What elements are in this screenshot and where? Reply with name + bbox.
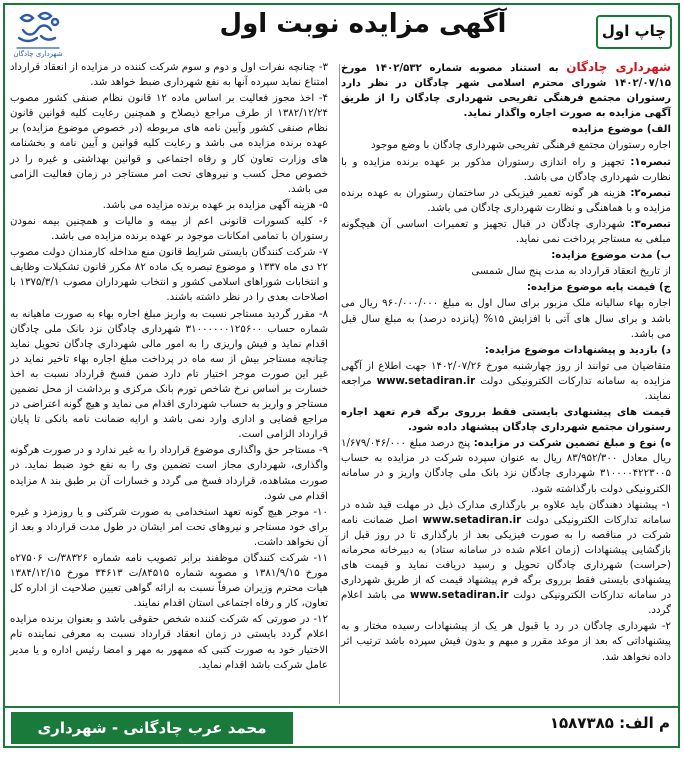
section-d-text: متقاضیان می توانند از روز چهارشنبه مورخ ۱۴۰۲/۰۷/۲۶ جهت اطلاع از آگهی مزایده به سامانه تدارکات الکترونیکی دولت www.setadiran.ir مراجعه نمایند. [341,360,671,402]
setadiran-link[interactable]: www.setadiran.ir [422,514,522,526]
section-d-title: د) بازدید و پیشنهادات موضوع مزایده: [484,344,671,356]
setadiran-link[interactable]: www.setadiran.ir [376,375,476,387]
clause-5: ۵- هزینه آگهی مزایده بر عهده برنده مزایده می باشد. [102,199,328,211]
price-note: قیمت های پیشنهادی بایستی فقط برروی برگه فرم تعهد اجاره رستوران مجتمع شهرداری چادگان پیشنهاد داده شود. [341,407,671,434]
right-column [341,60,671,666]
clause-4: ۴- اخذ مجوز فعالیت بر اساس ماده ۱۲ قانون نظام صنفی کشور مصوب ۱۳۸۲/۱۲/۲۴ از طرف مراجع ذیصلاح و همچنین رعایت کلیه قوانین قانون نظام صنفی کشور وآیین نامه های مربوطه (در خصوص موضوع مزایده) بر عهده برنده مزایده می باشد و رعایت کلیه قوانین و آیین نامه و بخشنامه های وزارت تعاون کار و رفاه اجتماعی و قوانین بهداشتی و غیره را در خصوص محل کسب و نیروهای تحت امر مستاجر در زمان فعالیت الزامی می باشد. [10,93,329,195]
header [3,3,680,61]
section-a-text: اجاره رستوران مجتمع فرهنگی تفریحی شهرداری چادگان با وضع موجود [371,140,671,152]
section-a-title: الف) موضوع مزایده [572,124,671,136]
note-1: تبصره۱: تجهیز و راه اندازی رستوران مذکور بر عهده برنده مزایده و با نظارت شهرداری چادگان می باشد. [341,156,671,183]
section-c-text: اجاره بهاء سالیانه ملک مزبور برای سال اول به مبلغ ۹۶۰/۰۰۰/۰۰۰ ریال می باشد و برای سال های آتی با افزایش ۱۵% (پانزده درصد) به مبلغ سال قبل می باشد. [341,298,672,340]
left-column [10,60,328,674]
clause-11: ۱۱- شرکت کنندگان موظفند برابر تصویب نامه شماره ۳۸۳۲۶/ت ۲۷۵۰۶ه مورخ ۱۳۸۱/۹/۱۵ و مصوبه شماره ۸۴۵۱۵/ت ۳۴۶۱۳ مورخ ۱۳۸۴/۱۲/۱۵ هیات محترم وزیران صرفاً نسبت به ارائه گواهی تعیین صلاحیت از اداره کل تعاون، کار و رفاه اجتماعی استان اقدام نمایند. [10,553,328,610]
section-b-text: از تاریخ انعقاد قرارداد به مدت پنج سال شمسی [471,266,671,278]
municipality-name: شهرداری چادگان [566,60,671,74]
clause-10: ۱۰- موجر هیچ گونه تعهد استخدامی به صورت شرکتی و یا روزمزد و غیره برای خود مستاجر و نیروهای تحت امر ایشان در طول مدت قرارداد و بعد از آن نخواهد داشت. [10,506,328,548]
section-e: ه) نوع و مبلغ تضمین شرکت در مزایده: پنج درصد مبلغ ۱/۶۷۹/۰۴۶/۰۰۰ ریال معادل ۸۳/۹۵۲/۳۰۰ ریال به عنوان سپرده شرکت در مزایده به حساب ۳۱۰۰۰۰۴۲۲۳۰۰۵ شهرداری چادگان نزد بانک ملی چادگان واریز و در سامانه الکترونیکی دولت بارگذاشته شود. [341,438,672,495]
note-3: تبصره۳: شهرداری چادگان در قبال تجهیز و تعمیرات اساسی آن هیچگونه مبلغی به مستاجر پرداخت نمی نماید. [341,218,671,246]
footer [3,706,680,769]
print-badge: چاپ اول [596,15,672,49]
clause-9: ۹- مستاجر حق واگذاری موضوع قرارداد را به غیر ندارد و در صورت هرگونه واگذاری، شهرداری مجاز است تضمین وی را به نفع خود ضبط نماید. در صورت مشاهده، قرارداد فسخ می گردد و خسارات آن بر طبق بند ۸ مزایده اقدام می شود. [10,445,329,502]
svg-text:شهرداری چادگان: شهرداری چادگان [13,50,63,58]
column-divider [339,64,340,704]
clause-3: ۳- چنانچه نفرات اول و دوم و سوم شرکت کننده در مزایده از انعقاد قرارداد امتناع نماید سپرده آنها به نفع شهرداری ضبط خواهد شد. [10,62,328,89]
signature-banner: محمد عرب چادگانی - شهرداری چادگان [11,712,293,744]
clause-7: ۷- شرکت کنندگان بایستی شرایط قانون منع مداخله کارمندان دولت مصوب ۲۲ دی ماه ۱۳۳۷ و موضوع تبصره یک ماده ۸۲ مکرر قانون تشکیلات وظایف و انتخابات شوراهای اسلامی کشور و انتخاب شهرداران مصوب ۱۳۷۵/۳/۱ با اصلاحات بعدی را در نظر داشته باشند. [10,247,328,304]
ad-code: م الف: ۱۵۸۷۳۸۵ [549,714,670,732]
setadiran-link[interactable]: www.setadiran.ir [410,590,509,602]
note-2: تبصره۲: هزینه هر گونه تعمیر فیزیکی در ساختمان رستوران به عهده برنده مزایده و با هماهنگی و نظارت شهرداری چادگان می باشد. [341,187,671,214]
section-b-title: ب) مدت موضوع مزایده: [551,250,671,262]
page-title: آگهی مزایده نوبت اول [219,9,507,39]
section-c-title: ج) قیمت پایه موضوع مزایده: [526,282,671,294]
clause-12: ۱۲- در صورتی که شرکت کننده شخص حقوقی باشد و بعنوان برنده مزایده اعلام گردد بایستی در زمان انعقاد قرارداد نسبت به معرفی نماینده تام الاختیار خود به صورت کتبی که ممهور به مهر و امضا رئیس اداره و یا مدیر عامل شرکت باشد اقدام نماید. [10,614,328,671]
municipality-logo-icon [11,8,65,60]
clause-2: ۲- شهرداری چادگان در رد یا قبول هر یک از پیشنهادات رسیده مختار و به پیشنهاداتی که بعد از موعد مقرر و مبهم و بدون فیش سپرده باشد ترتیب اثر داده نخواهد شد. [341,621,671,663]
intro-paragraph: شهرداری چادگان به استناد مصوبه شماره ۱۴۰۲/۵۳۲ مورخ ۱۴۰۲/۰۷/۱۵ شورای محترم اسلامی شهر چادگان در نظر دارد رستوران مجتمع فرهنگی تفریحی شهرداری چادگان را از طریق آگهی مزایده به صورت اجاره واگذار نماید. [341,60,671,120]
clause-8: ۸- مقرر گردید مستاجر نسبت به واریز مبلغ اجاره بهاء به صورت ماهیانه به شماره حساب ۳۱۰۰۰۰۰۰۱۲۵۶۰۰ شهرداری چادگان نزد بانک ملی چادگان اقدام نماید و فیش واریزی را به امور مالی شهرداری چادگان تحویل نماید چنانچه مستاجر بیش از سه ماه در پرداخت مبلغ اجاره بهاء تاخیر نماید در غیر این صورت موجر اختیار تام دارد ضمن فسخ قرارداد نسبت به اخذ خسارت بر اساس نرخ شاخص تورم بانک مرکزی و برداشت از محل تضمین مستاجر و واریز به حساب شهرداری اقدام می نماید و هیچ گونه اعتراضی در مراجع قضایی و اداری وارد نمی باشد و ارایه ضمانت نامه بانکی تا پایان قرارداد الزامی است. [10,308,329,441]
clause-6: ۶- کلیه کسورات قانونی اعم از بیمه و مالیات و همچنین بیمه نمودن رستوران با تمامی امکانات موجود بر عهده برنده مزایده می باشد. [10,215,328,243]
clause-1: ۱- پیشنهاد دهندگان باید علاوه بر بارگذاری مدارک ذیل در مهلت قید شده در سامانه تدارکات الکترونیکی دولت www.setadiran.ir اصل ضمانت نامه شرکت در مناقصه را به صورت فیزیکی بعد از بارگذاری تا در روز قبل از بازگشایی پیشنهادات (زمان اعلام شده در سامانه ستاد) به دبیرخانه محرمانه (حراست) شهرداری چادگان تحویل و رسید دریافت نماید و قیمت های پیشنهادی بایستی فقط برروی برگه فرم پیشنهاد قیمت که از طریق شهرداری در سامانه تدارکات الکترونیکی دولت www.setadiran.ir می باشد اعلام گردد. [341,499,672,617]
